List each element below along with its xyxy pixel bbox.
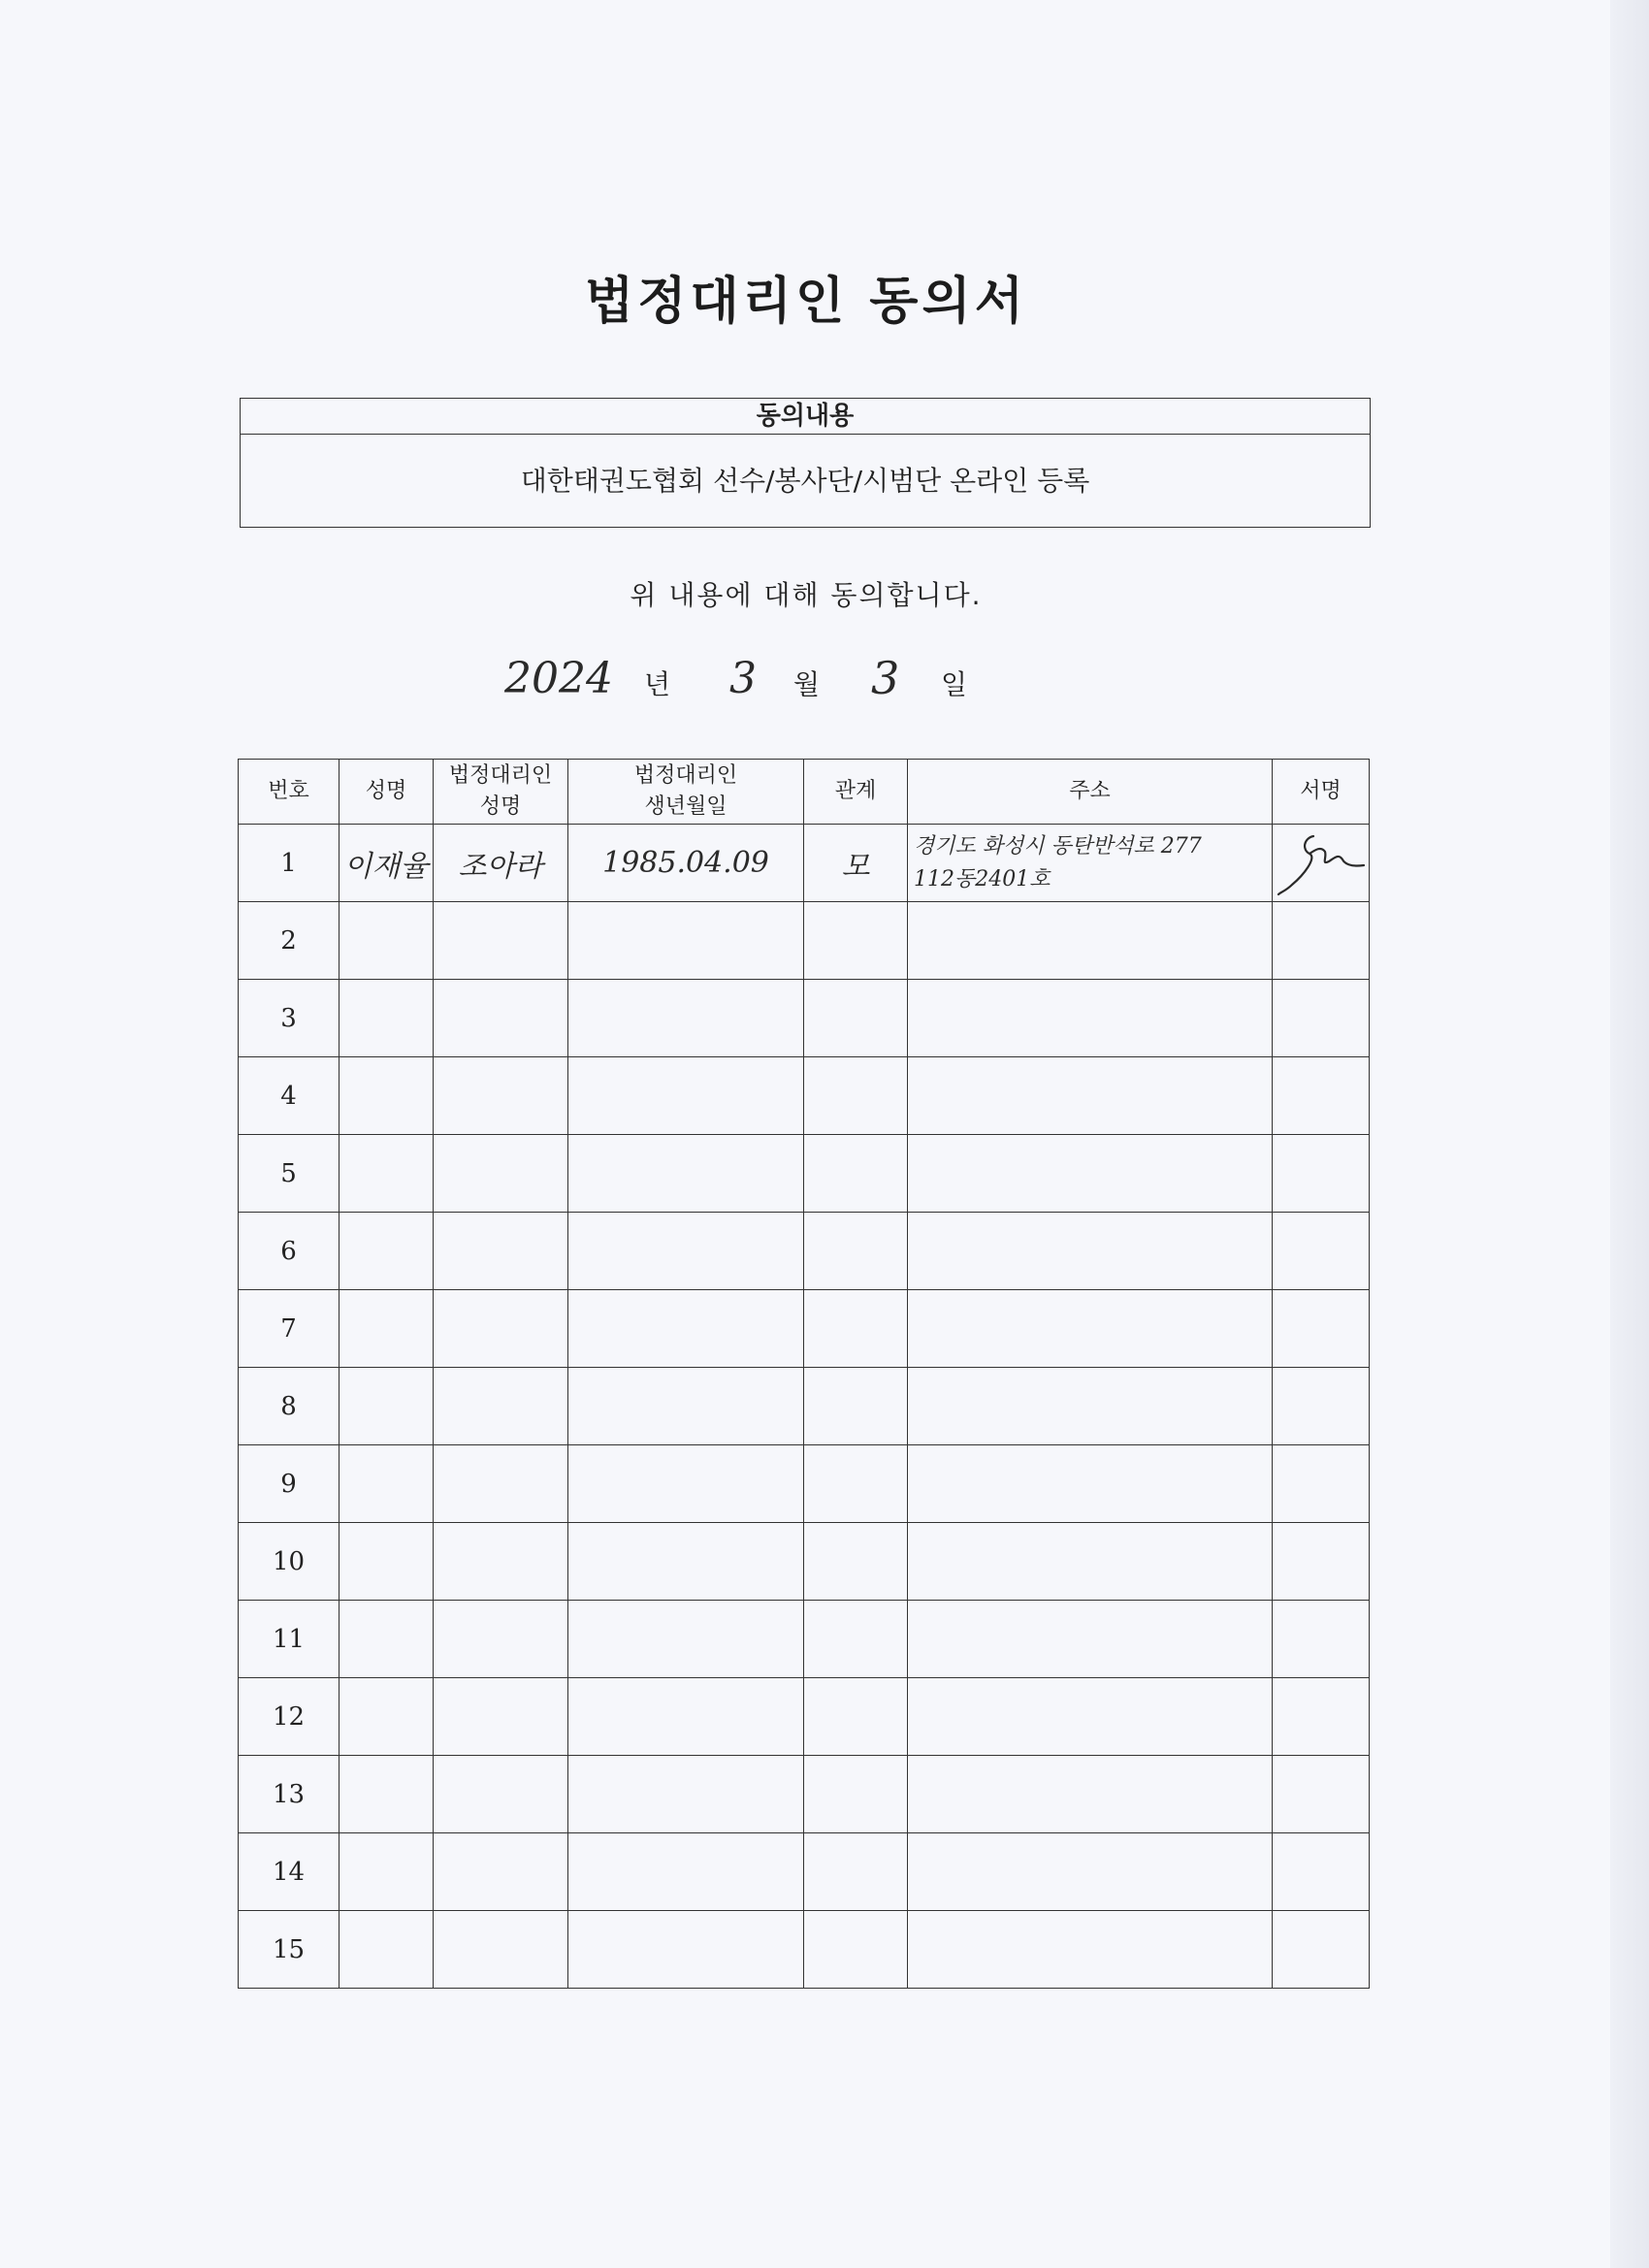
row-no: 6 [239, 1213, 340, 1290]
table-row [239, 980, 1370, 1057]
row-guardian-birth [568, 1290, 804, 1368]
row-guardian-name [434, 1601, 568, 1678]
header-guardian-birth [568, 760, 804, 825]
row-guardian-name [434, 1523, 568, 1601]
row-address [908, 1445, 1273, 1523]
row-signature [1273, 1523, 1370, 1601]
date-year: 2024 [504, 654, 613, 703]
row-no: 10 [239, 1523, 340, 1601]
table-row [239, 902, 1370, 980]
row-relation [804, 980, 908, 1057]
scan-edge [1610, 0, 1649, 2268]
row-guardian-birth [568, 1756, 804, 1833]
row-relation [804, 1213, 908, 1290]
table-row [239, 1601, 1370, 1678]
row-address [908, 902, 1273, 980]
row-address [908, 1911, 1273, 1989]
table-row [239, 1057, 1370, 1135]
row-relation [804, 1756, 908, 1833]
row-name [340, 1601, 434, 1678]
row-no: 1 [239, 825, 340, 902]
row-name [340, 1523, 434, 1601]
row-relation [804, 1833, 908, 1911]
header-no: 번호 [239, 760, 340, 825]
date-month-label: 월 [793, 668, 821, 700]
row-guardian-birth [568, 1057, 804, 1135]
handwritten-signature [1275, 828, 1368, 898]
row-relation [804, 1601, 908, 1678]
date-month: 3 [729, 654, 757, 703]
row-relation [804, 1523, 908, 1601]
row-guardian-birth [568, 902, 804, 980]
header-signature: 서명 [1273, 760, 1370, 825]
row-address [908, 1756, 1273, 1833]
row-address [908, 1135, 1273, 1213]
row-signature [1273, 1057, 1370, 1135]
row-name [340, 902, 434, 980]
row-address-line2: 112동2401호 [914, 866, 1051, 891]
table-row [239, 1678, 1370, 1756]
row-guardian-birth [568, 1523, 804, 1601]
row-guardian-name [434, 1445, 568, 1523]
row-signature [1273, 1135, 1370, 1213]
row-name [340, 1368, 434, 1445]
row-no: 14 [239, 1833, 340, 1911]
table-row [239, 1368, 1370, 1445]
row-guardian-name [434, 1678, 568, 1756]
header-name: 성명 [340, 760, 434, 825]
row-address [908, 1833, 1273, 1911]
row-guardian-name [434, 1833, 568, 1911]
row-guardian-birth [568, 1678, 804, 1756]
row-name [340, 1756, 434, 1833]
header-guardian-name-line1: 법정대리인 [448, 763, 553, 788]
row-name: 이재율 [340, 825, 434, 902]
row-address [908, 980, 1273, 1057]
row-signature [1273, 1213, 1370, 1290]
header-guardian-name [434, 760, 568, 825]
row-no: 15 [239, 1911, 340, 1989]
row-no: 12 [239, 1678, 340, 1756]
header-guardian-birth-line2: 생년월일 [644, 794, 728, 819]
date-day: 3 [871, 652, 900, 704]
header-address: 주소 [908, 760, 1273, 825]
row-guardian-name [434, 1213, 568, 1290]
table-row [239, 1523, 1370, 1601]
table-row [239, 825, 1370, 902]
row-no: 3 [239, 980, 340, 1057]
row-guardian-name [434, 1756, 568, 1833]
row-relation [804, 1911, 908, 1989]
row-no: 8 [239, 1368, 340, 1445]
row-no: 7 [239, 1290, 340, 1368]
row-name [340, 1678, 434, 1756]
row-no: 9 [239, 1445, 340, 1523]
row-guardian-birth [568, 1445, 804, 1523]
row-signature [1273, 1678, 1370, 1756]
row-guardian-birth [568, 1213, 804, 1290]
row-signature [1273, 1290, 1370, 1368]
row-signature [1273, 1911, 1370, 1989]
row-no: 5 [239, 1135, 340, 1213]
row-signature [1273, 1756, 1370, 1833]
header-relation: 관계 [804, 760, 908, 825]
row-guardian-birth [568, 1135, 804, 1213]
row-no: 4 [239, 1057, 340, 1135]
row-name [340, 1445, 434, 1523]
row-guardian-birth [568, 1601, 804, 1678]
row-relation [804, 1135, 908, 1213]
row-guardian-name [434, 1911, 568, 1989]
row-guardian-birth [568, 1911, 804, 1989]
row-guardian-birth [568, 1833, 804, 1911]
row-guardian-birth: 1985.04.09 [568, 825, 804, 902]
row-relation [804, 1057, 908, 1135]
row-guardian-birth [568, 980, 804, 1057]
row-address [908, 1601, 1273, 1678]
row-name [340, 1290, 434, 1368]
row-guardian-name [434, 1057, 568, 1135]
agree-statement: 위 내용에 대해 동의합니다. [630, 579, 983, 611]
row-signature [1273, 902, 1370, 980]
row-signature [1273, 1368, 1370, 1445]
row-guardian-name: 조아라 [434, 825, 568, 902]
table-row [239, 1756, 1370, 1833]
row-address [908, 1057, 1273, 1135]
row-name [340, 1213, 434, 1290]
row-guardian-name [434, 1368, 568, 1445]
date-day-label: 일 [941, 668, 968, 700]
date-row [0, 652, 1612, 710]
row-name [340, 1057, 434, 1135]
row-relation [804, 1678, 908, 1756]
row-signature [1273, 980, 1370, 1057]
row-address-line1: 경기도 화성시 동탄반석로 277 [914, 833, 1202, 859]
row-address [908, 825, 1273, 902]
row-relation [804, 1445, 908, 1523]
registration-table [238, 759, 1370, 1989]
row-no: 2 [239, 902, 340, 980]
row-name [340, 980, 434, 1057]
row-signature [1273, 1833, 1370, 1911]
consent-content-box [240, 398, 1371, 528]
table-row [239, 1911, 1370, 1989]
row-guardian-name [434, 902, 568, 980]
row-relation [804, 902, 908, 980]
table-body [239, 825, 1370, 1989]
row-guardian-name [434, 1290, 568, 1368]
consent-header: 동의내용 [241, 399, 1370, 435]
row-address [908, 1290, 1273, 1368]
table-row [239, 1135, 1370, 1213]
table-header-row [239, 760, 1370, 825]
row-name [340, 1135, 434, 1213]
row-guardian-name [434, 980, 568, 1057]
date-year-label: 년 [644, 668, 671, 700]
row-name [340, 1833, 434, 1911]
row-no: 11 [239, 1601, 340, 1678]
row-address [908, 1678, 1273, 1756]
table-row [239, 1833, 1370, 1911]
table-row [239, 1290, 1370, 1368]
header-guardian-birth-line1: 법정대리인 [633, 763, 738, 788]
consent-body: 대한태권도협회 선수/봉사단/시범단 온라인 등록 [520, 465, 1090, 497]
row-guardian-birth [568, 1368, 804, 1445]
row-relation: 모 [804, 825, 908, 902]
row-signature [1273, 1601, 1370, 1678]
row-signature [1273, 1445, 1370, 1523]
row-address [908, 1368, 1273, 1445]
row-guardian-name [434, 1135, 568, 1213]
row-relation [804, 1290, 908, 1368]
document-title: 법정대리인 동의서 [585, 273, 1027, 331]
table-row [239, 1445, 1370, 1523]
row-no: 13 [239, 1756, 340, 1833]
table-row [239, 1213, 1370, 1290]
row-address [908, 1523, 1273, 1601]
row-relation [804, 1368, 908, 1445]
row-signature [1273, 825, 1370, 902]
row-address [908, 1213, 1273, 1290]
header-guardian-name-line2: 성명 [479, 794, 522, 819]
row-name [340, 1911, 434, 1989]
